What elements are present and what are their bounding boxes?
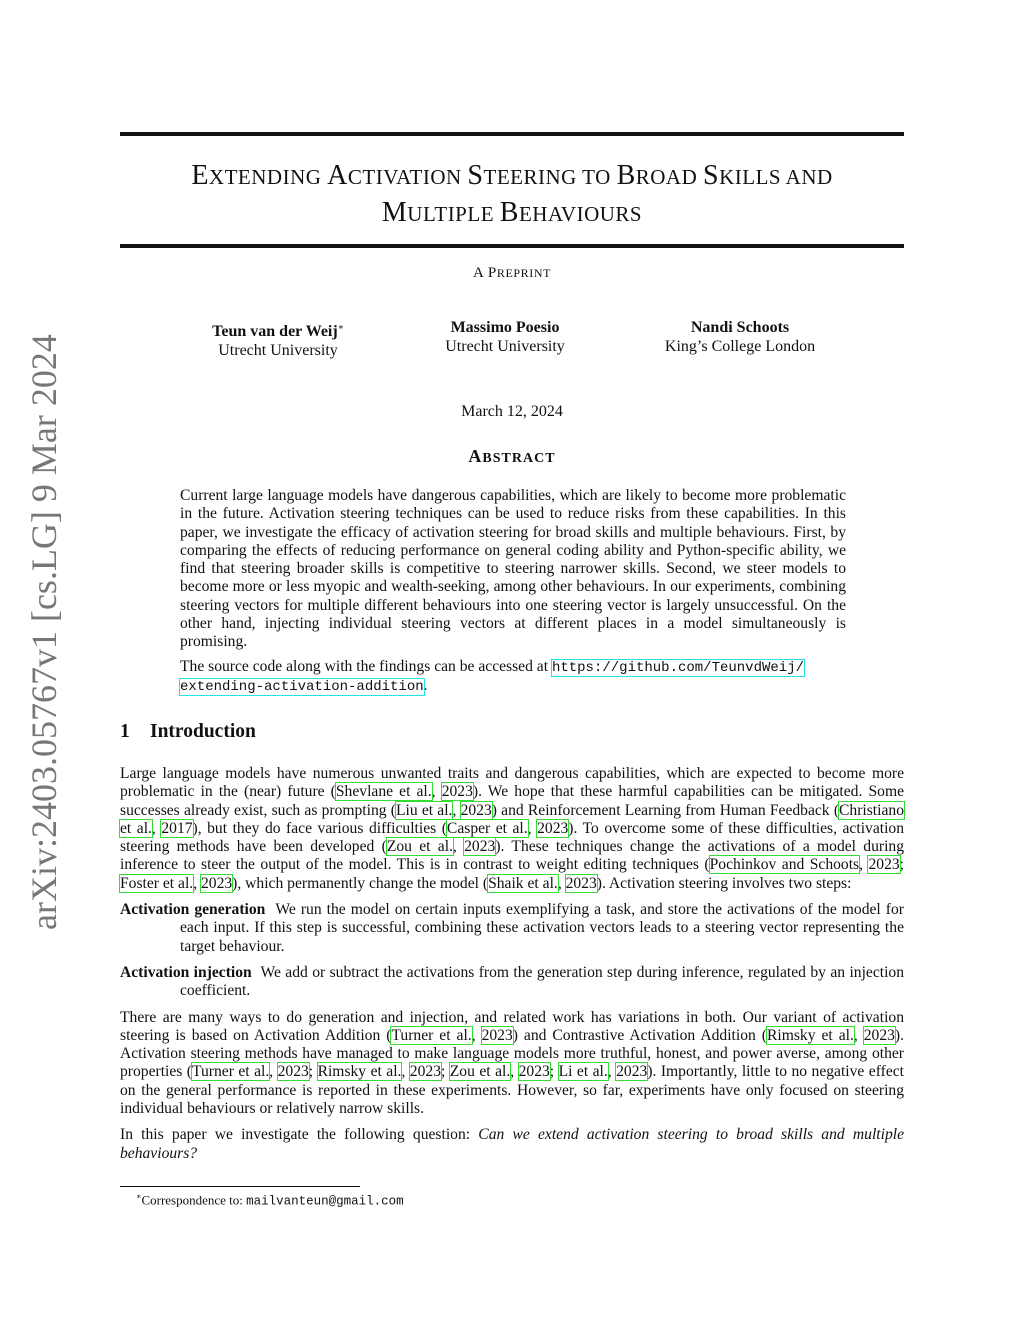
section-heading <box>120 721 256 743</box>
citation-year-link[interactable]: 2023 <box>868 856 900 874</box>
author-1 <box>148 318 408 360</box>
definition-term: Activation injection <box>120 963 252 981</box>
author-2 <box>375 318 635 356</box>
author-footnote-mark[interactable]: ∗ <box>337 322 344 332</box>
section-title: Introduction <box>150 721 256 742</box>
definition-desc: We run the model on certain inputs exemplifying a task, and store the activations of the model for each input. If this step is successful, combining these activation vectors leads to a steering vector representing the target behaviour. <box>180 901 904 955</box>
citation-link[interactable]: Li et al. <box>558 1063 608 1081</box>
citation-link[interactable]: Rimsky et al. <box>317 1063 402 1081</box>
correspondence-email[interactable]: mailvanteun@gmail.com <box>246 1194 404 1209</box>
citation-link[interactable]: Shaik et al. <box>488 874 558 892</box>
intro-paragraph-2: There are many ways to do generation and injection, and related work has variations in both. Our variant of activation steering is based on Activation Addition (Turner et al., 2023) and Contrastive Activation Addition (Rimsky et al., 2023). Activation steering methods have managed to make language models more truthful, honest, and power averse, among other properties (Turner et al., 2023; Rimsky et al., 2023; Zou et al., 2023; Li et al., 2023). Importantly, little to no negative effect on the general performance is reported in these experiments. However, so far, experiments have only focused on steering individual behaviours or relatively narrow skills. <box>120 1008 905 1118</box>
github-link[interactable]: https://github.com/TeunvdWeij/ <box>551 659 804 676</box>
steps-definition-list <box>120 901 904 1000</box>
citation-year-link[interactable]: 2023 <box>565 874 597 892</box>
arxiv-sidebar-id: arXiv:2403.05767v1 [cs.LG] 9 Mar 2024 <box>24 334 64 930</box>
author-affiliation: Utrecht University <box>218 342 338 359</box>
citation-year-link[interactable]: 2023 <box>200 874 233 892</box>
author-name: Nandi Schoots <box>690 319 790 336</box>
citation-year-link[interactable]: 2023 <box>460 801 492 819</box>
definition-item <box>120 901 904 956</box>
author-name: Teun van der Weij <box>212 323 338 340</box>
footnote-mark: ∗ <box>136 1192 142 1201</box>
citation-year-link[interactable]: 2023 <box>537 819 569 837</box>
citation-year-link[interactable]: 2023 <box>409 1063 441 1081</box>
citation-link[interactable]: Shevlane et al. <box>335 783 432 801</box>
citation-year-link[interactable]: 2023 <box>441 783 473 801</box>
author-3 <box>610 318 870 356</box>
bottom-title-rule <box>120 244 904 248</box>
author-affiliation: Utrecht University <box>445 338 565 355</box>
citation-year-link[interactable]: 2023 <box>616 1063 648 1081</box>
abstract-paragraph: Current large language models have dangerous capabilities, which are likely to become more problematic in the future. Activation steering techniques can be used to reduce risks from these capabilities. In this paper, we investigate the efficacy of activation steering for broad skills and multiple behaviours. First, by comparing the effects of reducing performance on general coding ability and Python-specific ability, we find that steering broader skills is competitive to steering narrower skills. Second, we steer models to become more or less myopic and wealth-seeking, among other behaviours. In our experiments, combining steering vectors for multiple different behaviours into one steering vector is largely unsuccessful. On the other hand, injecting individual steering vectors at different places in a model simultaneously is promising. <box>180 487 846 651</box>
citation-year-link[interactable]: 2023 <box>277 1063 309 1081</box>
intro-paragraph-1: Large language models have numerous unwanted traits and dangerous capabilities, which are expected to become more problematic in the (near) future (Shevlane et al., 2023). We hope that these harmful capabilities can be mitigated. Some successes already exist, such as prompting (Liu et al., 2023) and Reinforcement Learning from Human Feedback (Christiano et al., 2017), but they do face various difficulties (Casper et al., 2023). To overcome some of these difficulties, activation steering methods have been developed (Zou et al., 2023). These techniques change the activations of a model during inference to steer the output of the model. This is in contrast to weight editing techniques (Pochinkov and Schoots, 2023; Foster et al., 2023), which permanently change the model (Shaik et al., 2023). Activation steering involves two steps: <box>120 765 905 892</box>
citation-link[interactable]: Casper et al. <box>446 819 528 837</box>
citation-link[interactable]: Liu et al. <box>395 801 453 819</box>
footnote-rule <box>120 1186 360 1187</box>
github-link-cont[interactable]: extending-activation-addition <box>180 678 424 695</box>
citation-link[interactable]: Zou et al. <box>449 1063 511 1081</box>
citation-link[interactable]: Turner et al. <box>391 1026 472 1044</box>
citation-year-link[interactable]: 2023 <box>518 1063 550 1081</box>
footnote: ∗Correspondence to: mailvanteun@gmail.com <box>136 1192 404 1209</box>
abstract-heading: ABSTRACT <box>468 446 556 466</box>
definition-desc: We add or subtract the activations from the generation step during inference, regulated by an injection coefficient. <box>180 963 905 1000</box>
author-name: Massimo Poesio <box>450 319 560 336</box>
citation-link[interactable]: Pochinkov and Schoots <box>709 856 860 874</box>
abstract-body <box>180 487 846 702</box>
top-rule <box>120 132 904 136</box>
preprint-label: A PREPRINT <box>472 265 552 281</box>
citation-link[interactable]: Rimsky et al. <box>766 1026 854 1044</box>
title-line-2: MULTIPLE BEHAVIOURS <box>381 197 643 228</box>
definition-item <box>120 964 904 1001</box>
citation-year-link[interactable]: 2023 <box>863 1026 895 1044</box>
paper-title <box>120 158 904 232</box>
citation-link[interactable]: Zou et al. <box>386 838 453 856</box>
citation-year-link[interactable]: 2017 <box>161 819 193 837</box>
research-question: Can we extend activation steering to broad skills and multiple behaviours? <box>120 1126 904 1162</box>
citation-year-link[interactable]: 2023 <box>481 1026 513 1044</box>
section-number: 1 <box>120 721 130 742</box>
citation-link[interactable]: Foster et al. <box>120 874 194 892</box>
author-affiliation: King’s College London <box>664 338 816 355</box>
title-line-1: EXTENDING ACTIVATION STEERING TO BROAD SKILLS AND <box>191 160 833 191</box>
intro-paragraph-3: In this paper we investigate the following question: Can we extend activation steering to broad skills and multiple behaviours? <box>120 1126 904 1162</box>
citation-link[interactable]: Turner et al. <box>192 1063 270 1081</box>
publication-date: March 12, 2024 <box>461 403 563 420</box>
intro-body <box>120 765 904 1171</box>
citation-link[interactable]: Christiano et al. <box>120 801 904 837</box>
citation-year-link[interactable]: 2023 <box>464 838 496 856</box>
definition-term: Activation generation <box>120 901 266 919</box>
abstract-source-paragraph: The source code along with the findings can be accessed at https://github.com/TeunvdWeij/ extending-activation-addition. <box>180 657 804 695</box>
